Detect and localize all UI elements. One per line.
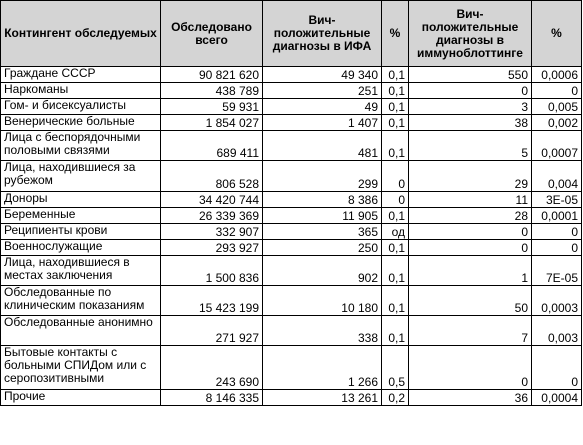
cell-contingent: Обследованные по клиническим показаниям bbox=[1, 286, 161, 316]
cell-immunoblot-percent: 0,005 bbox=[532, 99, 582, 115]
table-header bbox=[1, 1, 582, 67]
cell-contingent: Бытовые контакты с больными СПИДом или с серопозитивными bbox=[1, 346, 161, 390]
cell-examined-total: 59 931 bbox=[161, 99, 263, 115]
cell-immunoblot-positive: 28 bbox=[409, 208, 532, 224]
cell-immunoblot-positive: 0 bbox=[409, 224, 532, 240]
cell-ifa-positive: 49 340 bbox=[263, 67, 382, 83]
cell-contingent: Прочие bbox=[1, 390, 161, 406]
cell-immunoblot-positive: 50 bbox=[409, 286, 532, 316]
cell-contingent: Реципиенты крови bbox=[1, 224, 161, 240]
cell-immunoblot-percent: 0 bbox=[532, 83, 582, 99]
table-row bbox=[1, 161, 582, 192]
cell-ifa-positive: 13 261 bbox=[263, 390, 382, 406]
header-immunoblot-percent: % bbox=[532, 1, 582, 67]
cell-immunoblot-positive: 0 bbox=[409, 346, 532, 390]
cell-examined-total: 271 927 bbox=[161, 316, 263, 346]
table-row bbox=[1, 316, 582, 346]
cell-examined-total: 15 423 199 bbox=[161, 286, 263, 316]
cell-immunoblot-positive: 36 bbox=[409, 390, 532, 406]
cell-immunoblot-positive: 0 bbox=[409, 83, 532, 99]
cell-ifa-positive: 11 905 bbox=[263, 208, 382, 224]
cell-ifa-positive: 10 180 bbox=[263, 286, 382, 316]
cell-immunoblot-positive: 1 bbox=[409, 256, 532, 286]
cell-immunoblot-percent: 7E-05 bbox=[532, 256, 582, 286]
table-row bbox=[1, 208, 582, 224]
cell-examined-total: 8 146 335 bbox=[161, 390, 263, 406]
cell-immunoblot-positive: 3 bbox=[409, 99, 532, 115]
table-row bbox=[1, 192, 582, 208]
cell-examined-total: 1 500 836 bbox=[161, 256, 263, 286]
cell-ifa-positive: 365 bbox=[263, 224, 382, 240]
cell-examined-total: 90 821 620 bbox=[161, 67, 263, 83]
cell-contingent: Гом- и бисексуалисты bbox=[1, 99, 161, 115]
table-row bbox=[1, 99, 582, 115]
cell-immunoblot-positive: 29 bbox=[409, 161, 532, 192]
cell-contingent: Лица, находившиеся за рубежом bbox=[1, 161, 161, 192]
cell-examined-total: 243 690 bbox=[161, 346, 263, 390]
cell-immunoblot-percent: 3E-05 bbox=[532, 192, 582, 208]
cell-immunoblot-positive: 550 bbox=[409, 67, 532, 83]
header-row bbox=[1, 1, 582, 67]
cell-examined-total: 806 528 bbox=[161, 161, 263, 192]
cell-immunoblot-positive: 38 bbox=[409, 115, 532, 131]
table-row bbox=[1, 224, 582, 240]
cell-immunoblot-positive: 5 bbox=[409, 131, 532, 161]
header-immunoblot-positive: Вич-положительные диагнозы в иммуноблоттинге bbox=[409, 1, 532, 67]
table-row bbox=[1, 115, 582, 131]
table-row bbox=[1, 240, 582, 256]
cell-ifa-positive: 251 bbox=[263, 83, 382, 99]
cell-immunoblot-percent: 0 bbox=[532, 240, 582, 256]
table-body bbox=[1, 67, 582, 406]
header-contingent: Контингент обследуемых bbox=[1, 1, 161, 67]
header-examined-total: Обследовано всего bbox=[161, 1, 263, 67]
cell-immunoblot-percent: 0,004 bbox=[532, 161, 582, 192]
cell-ifa-percent: 0,1 bbox=[382, 99, 409, 115]
cell-immunoblot-percent: 0,002 bbox=[532, 115, 582, 131]
cell-ifa-percent: 0,1 bbox=[382, 83, 409, 99]
cell-immunoblot-percent: 0,0007 bbox=[532, 131, 582, 161]
table-row bbox=[1, 256, 582, 286]
cell-ifa-positive: 902 bbox=[263, 256, 382, 286]
cell-contingent: Лица с беспорядочными половыми связями bbox=[1, 131, 161, 161]
cell-ifa-percent: 0,1 bbox=[382, 286, 409, 316]
cell-ifa-percent: 0 bbox=[382, 161, 409, 192]
cell-immunoblot-percent: 0,0004 bbox=[532, 390, 582, 406]
cell-immunoblot-percent: 0,0003 bbox=[532, 286, 582, 316]
table-row bbox=[1, 131, 582, 161]
cell-contingent: Доноры bbox=[1, 192, 161, 208]
cell-examined-total: 1 854 027 bbox=[161, 115, 263, 131]
cell-immunoblot-positive: 0 bbox=[409, 240, 532, 256]
cell-immunoblot-percent: 0 bbox=[532, 224, 582, 240]
cell-ifa-positive: 481 bbox=[263, 131, 382, 161]
cell-ifa-percent: 0,1 bbox=[382, 115, 409, 131]
table-row bbox=[1, 390, 582, 406]
cell-examined-total: 34 420 744 bbox=[161, 192, 263, 208]
cell-ifa-percent: 0,1 bbox=[382, 67, 409, 83]
cell-ifa-positive: 49 bbox=[263, 99, 382, 115]
cell-contingent: Военнослужащие bbox=[1, 240, 161, 256]
cell-immunoblot-percent: 0,0001 bbox=[532, 208, 582, 224]
cell-ifa-percent: 0,5 bbox=[382, 346, 409, 390]
cell-ifa-percent: 0,1 bbox=[382, 208, 409, 224]
table-row bbox=[1, 346, 582, 390]
cell-ifa-positive: 299 bbox=[263, 161, 382, 192]
cell-examined-total: 293 927 bbox=[161, 240, 263, 256]
cell-immunoblot-percent: 0 bbox=[532, 346, 582, 390]
cell-immunoblot-percent: 0,003 bbox=[532, 316, 582, 346]
cell-ifa-percent: од bbox=[382, 224, 409, 240]
cell-ifa-percent: 0,2 bbox=[382, 390, 409, 406]
cell-ifa-percent: 0 bbox=[382, 192, 409, 208]
cell-immunoblot-positive: 7 bbox=[409, 316, 532, 346]
cell-ifa-percent: 0,1 bbox=[382, 131, 409, 161]
cell-ifa-positive: 1 407 bbox=[263, 115, 382, 131]
cell-contingent: Граждане СССР bbox=[1, 67, 161, 83]
header-ifa-percent: % bbox=[382, 1, 409, 67]
cell-ifa-positive: 1 266 bbox=[263, 346, 382, 390]
cell-ifa-percent: 0,1 bbox=[382, 256, 409, 286]
table-row bbox=[1, 67, 582, 83]
cell-ifa-positive: 250 bbox=[263, 240, 382, 256]
cell-contingent: Наркоманы bbox=[1, 83, 161, 99]
cell-examined-total: 689 411 bbox=[161, 131, 263, 161]
cell-immunoblot-positive: 11 bbox=[409, 192, 532, 208]
cell-contingent: Венерические больные bbox=[1, 115, 161, 131]
cell-ifa-percent: 0,1 bbox=[382, 240, 409, 256]
cell-contingent: Обследованные анонимно bbox=[1, 316, 161, 346]
cell-ifa-positive: 338 bbox=[263, 316, 382, 346]
cell-immunoblot-percent: 0,0006 bbox=[532, 67, 582, 83]
cell-examined-total: 26 339 369 bbox=[161, 208, 263, 224]
cell-ifa-positive: 8 386 bbox=[263, 192, 382, 208]
cell-ifa-percent: 0,1 bbox=[382, 316, 409, 346]
table-row bbox=[1, 83, 582, 99]
cell-examined-total: 332 907 bbox=[161, 224, 263, 240]
cell-contingent: Лица, находившиеся в местах заключения bbox=[1, 256, 161, 286]
cell-contingent: Беременные bbox=[1, 208, 161, 224]
header-ifa-positive: Вич-положительные диагнозы в ИФА bbox=[263, 1, 382, 67]
table-row bbox=[1, 286, 582, 316]
cell-examined-total: 438 789 bbox=[161, 83, 263, 99]
